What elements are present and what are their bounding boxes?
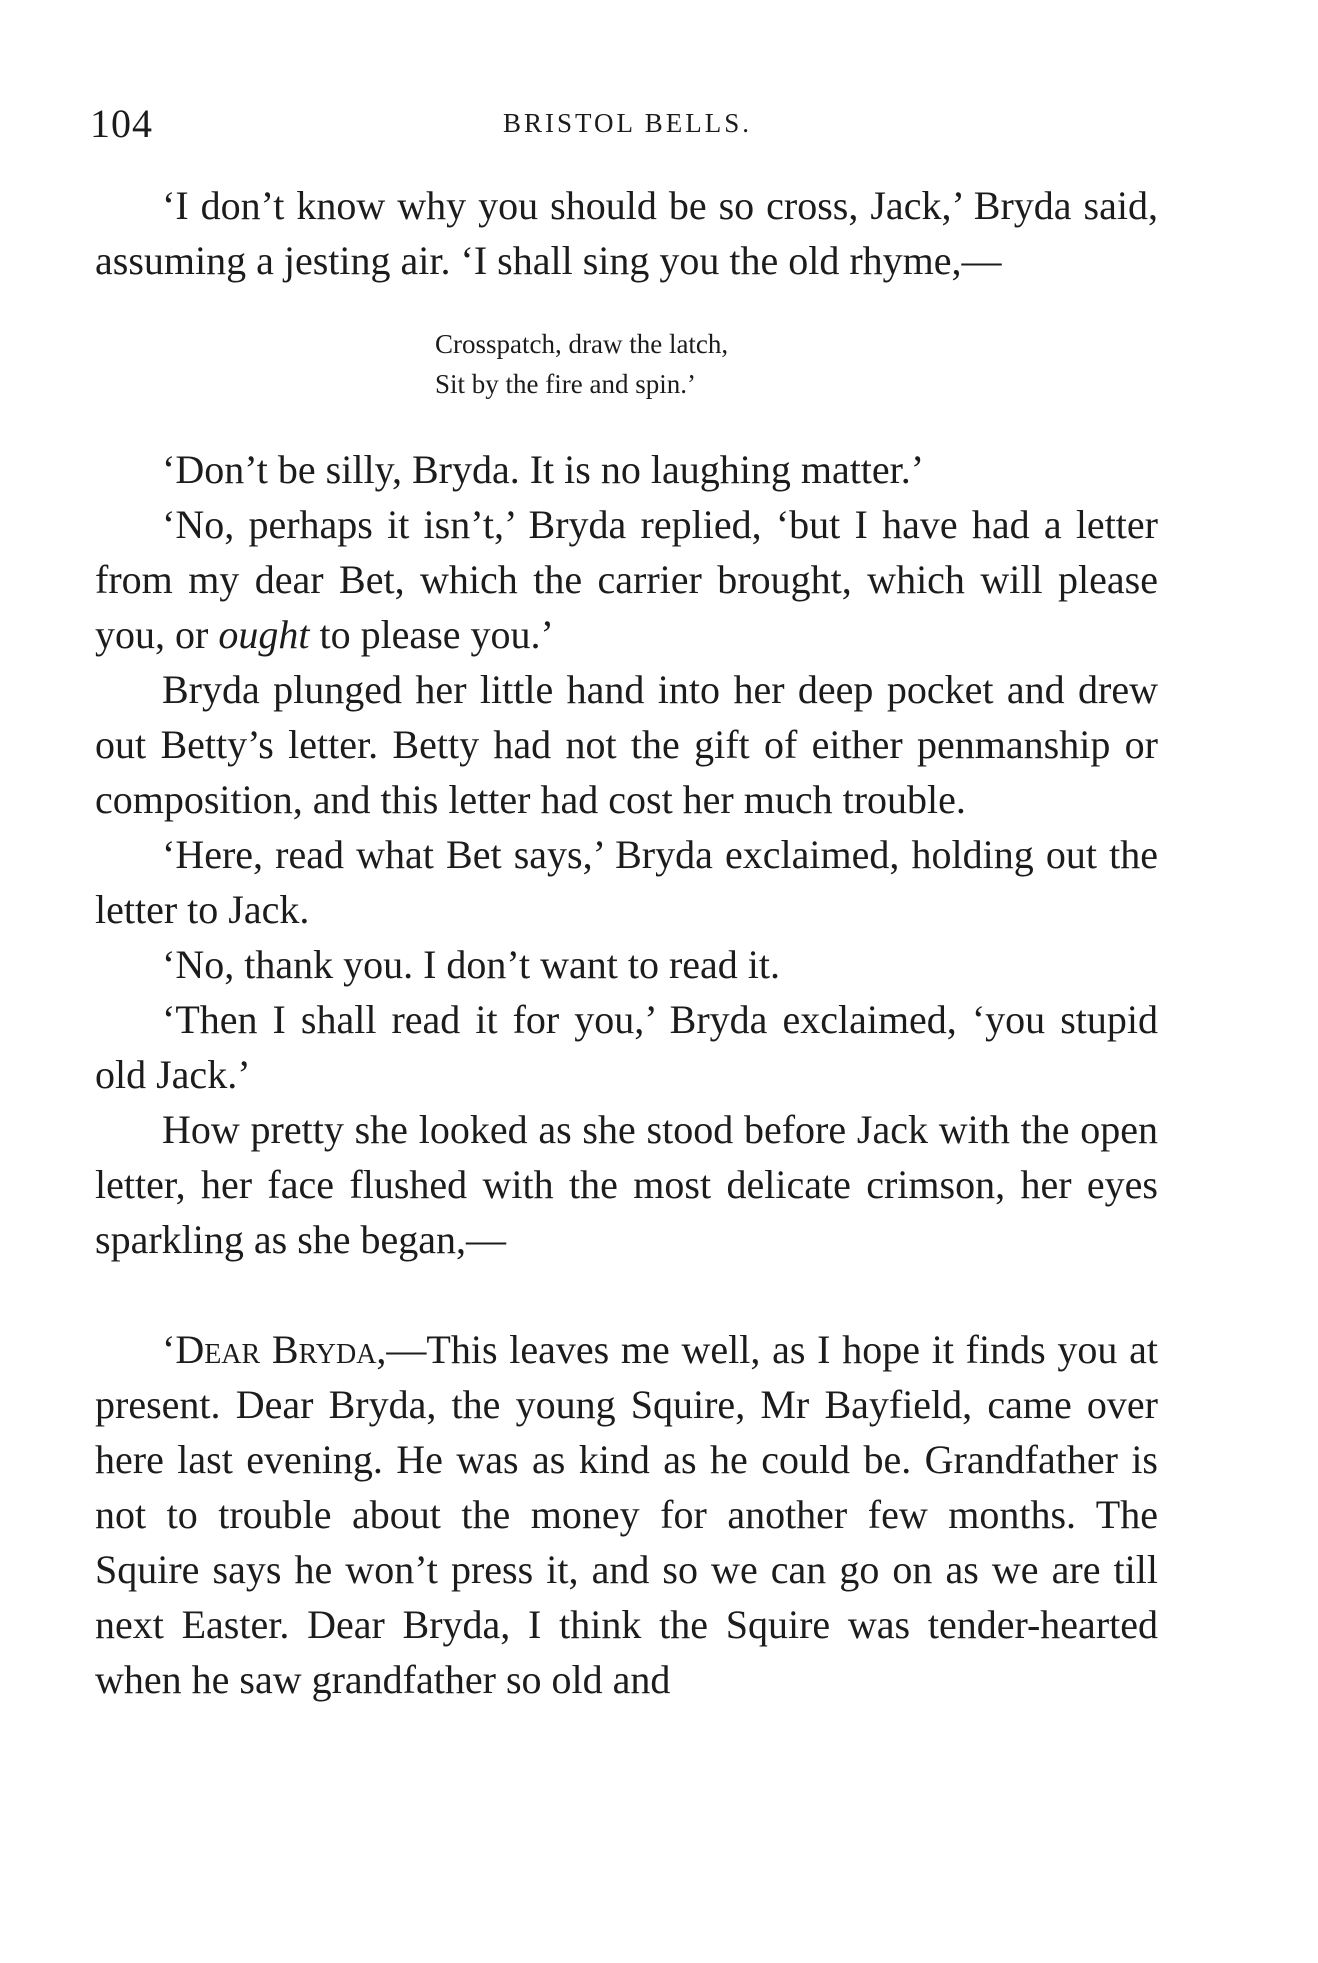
paragraph-how-pretty: How pretty she looked as she stood before Jack with the open letter, her face flushed with the most delicate crimson, her eyes sparkling as she began,— — [95, 1107, 1158, 1262]
running-head: BRISTOL BELLS. — [502, 108, 753, 138]
emphasis-ought: ought — [218, 612, 310, 657]
page-number: 104 — [90, 101, 153, 146]
paragraph-dont-be-silly: ‘Don’t be silly, Bryda. It is no laughing matter.’ — [162, 447, 925, 492]
paragraph-bryda-plunged: Bryda plunged her little hand into her deep pocket and drew out Betty’s letter. Betty had not the gift of either penmanship or composition, and this letter had cost her much trouble. — [95, 667, 1158, 822]
letter-body: —This leaves me well, as I hope it finds you at present. Dear Bryda, the young Squire, Mr Bayfield, came over here last evening. He was as kind as he could be. Grandfather is not to trouble about the money for another few months. The Squire says he won’t press it, and so we can go on as we are till next Easter. Dear Bryda, I think the Squire was tender-hearted when he saw grandfather so old and — [95, 1327, 1159, 1702]
verse-line-2: Sit by the fire and spin.’ — [435, 369, 696, 399]
paragraph-no-thank-you: ‘No, thank you. I don’t want to read it. — [162, 942, 781, 987]
body-text — [95, 178, 1158, 1707]
paragraph-opening: ‘I don’t know why you should be so cross, Jack,’ Bryda said, assuming a jesting air. ‘I shall sing you the old rhyme,— — [95, 183, 1158, 283]
paragraph-no-perhaps-text: ‘No, perhaps it isn’t,’ Bryda replied, ‘but I have had a letter from my dear Bet, which the carrier brought, which will please you, or — [95, 502, 1158, 657]
paragraph-here-read: ‘Here, read what Bet says,’ Bryda exclaimed, holding out the letter to Jack. — [95, 832, 1158, 932]
paragraph-no-perhaps — [95, 497, 1158, 662]
section-gap — [95, 1267, 1158, 1322]
page-header — [90, 100, 1165, 150]
verse-quote — [435, 324, 1158, 404]
verse-line-1: Crosspatch, draw the latch, — [435, 329, 729, 359]
letter-text — [95, 1322, 1158, 1707]
paragraph-no-perhaps-end: to please you.’ — [309, 612, 554, 657]
letter-salutation: ‘Dear Bryda, — [162, 1327, 387, 1372]
paragraph-then-i-shall: ‘Then I shall read it for you,’ Bryda exclaimed, ‘you stupid old Jack.’ — [95, 997, 1158, 1097]
